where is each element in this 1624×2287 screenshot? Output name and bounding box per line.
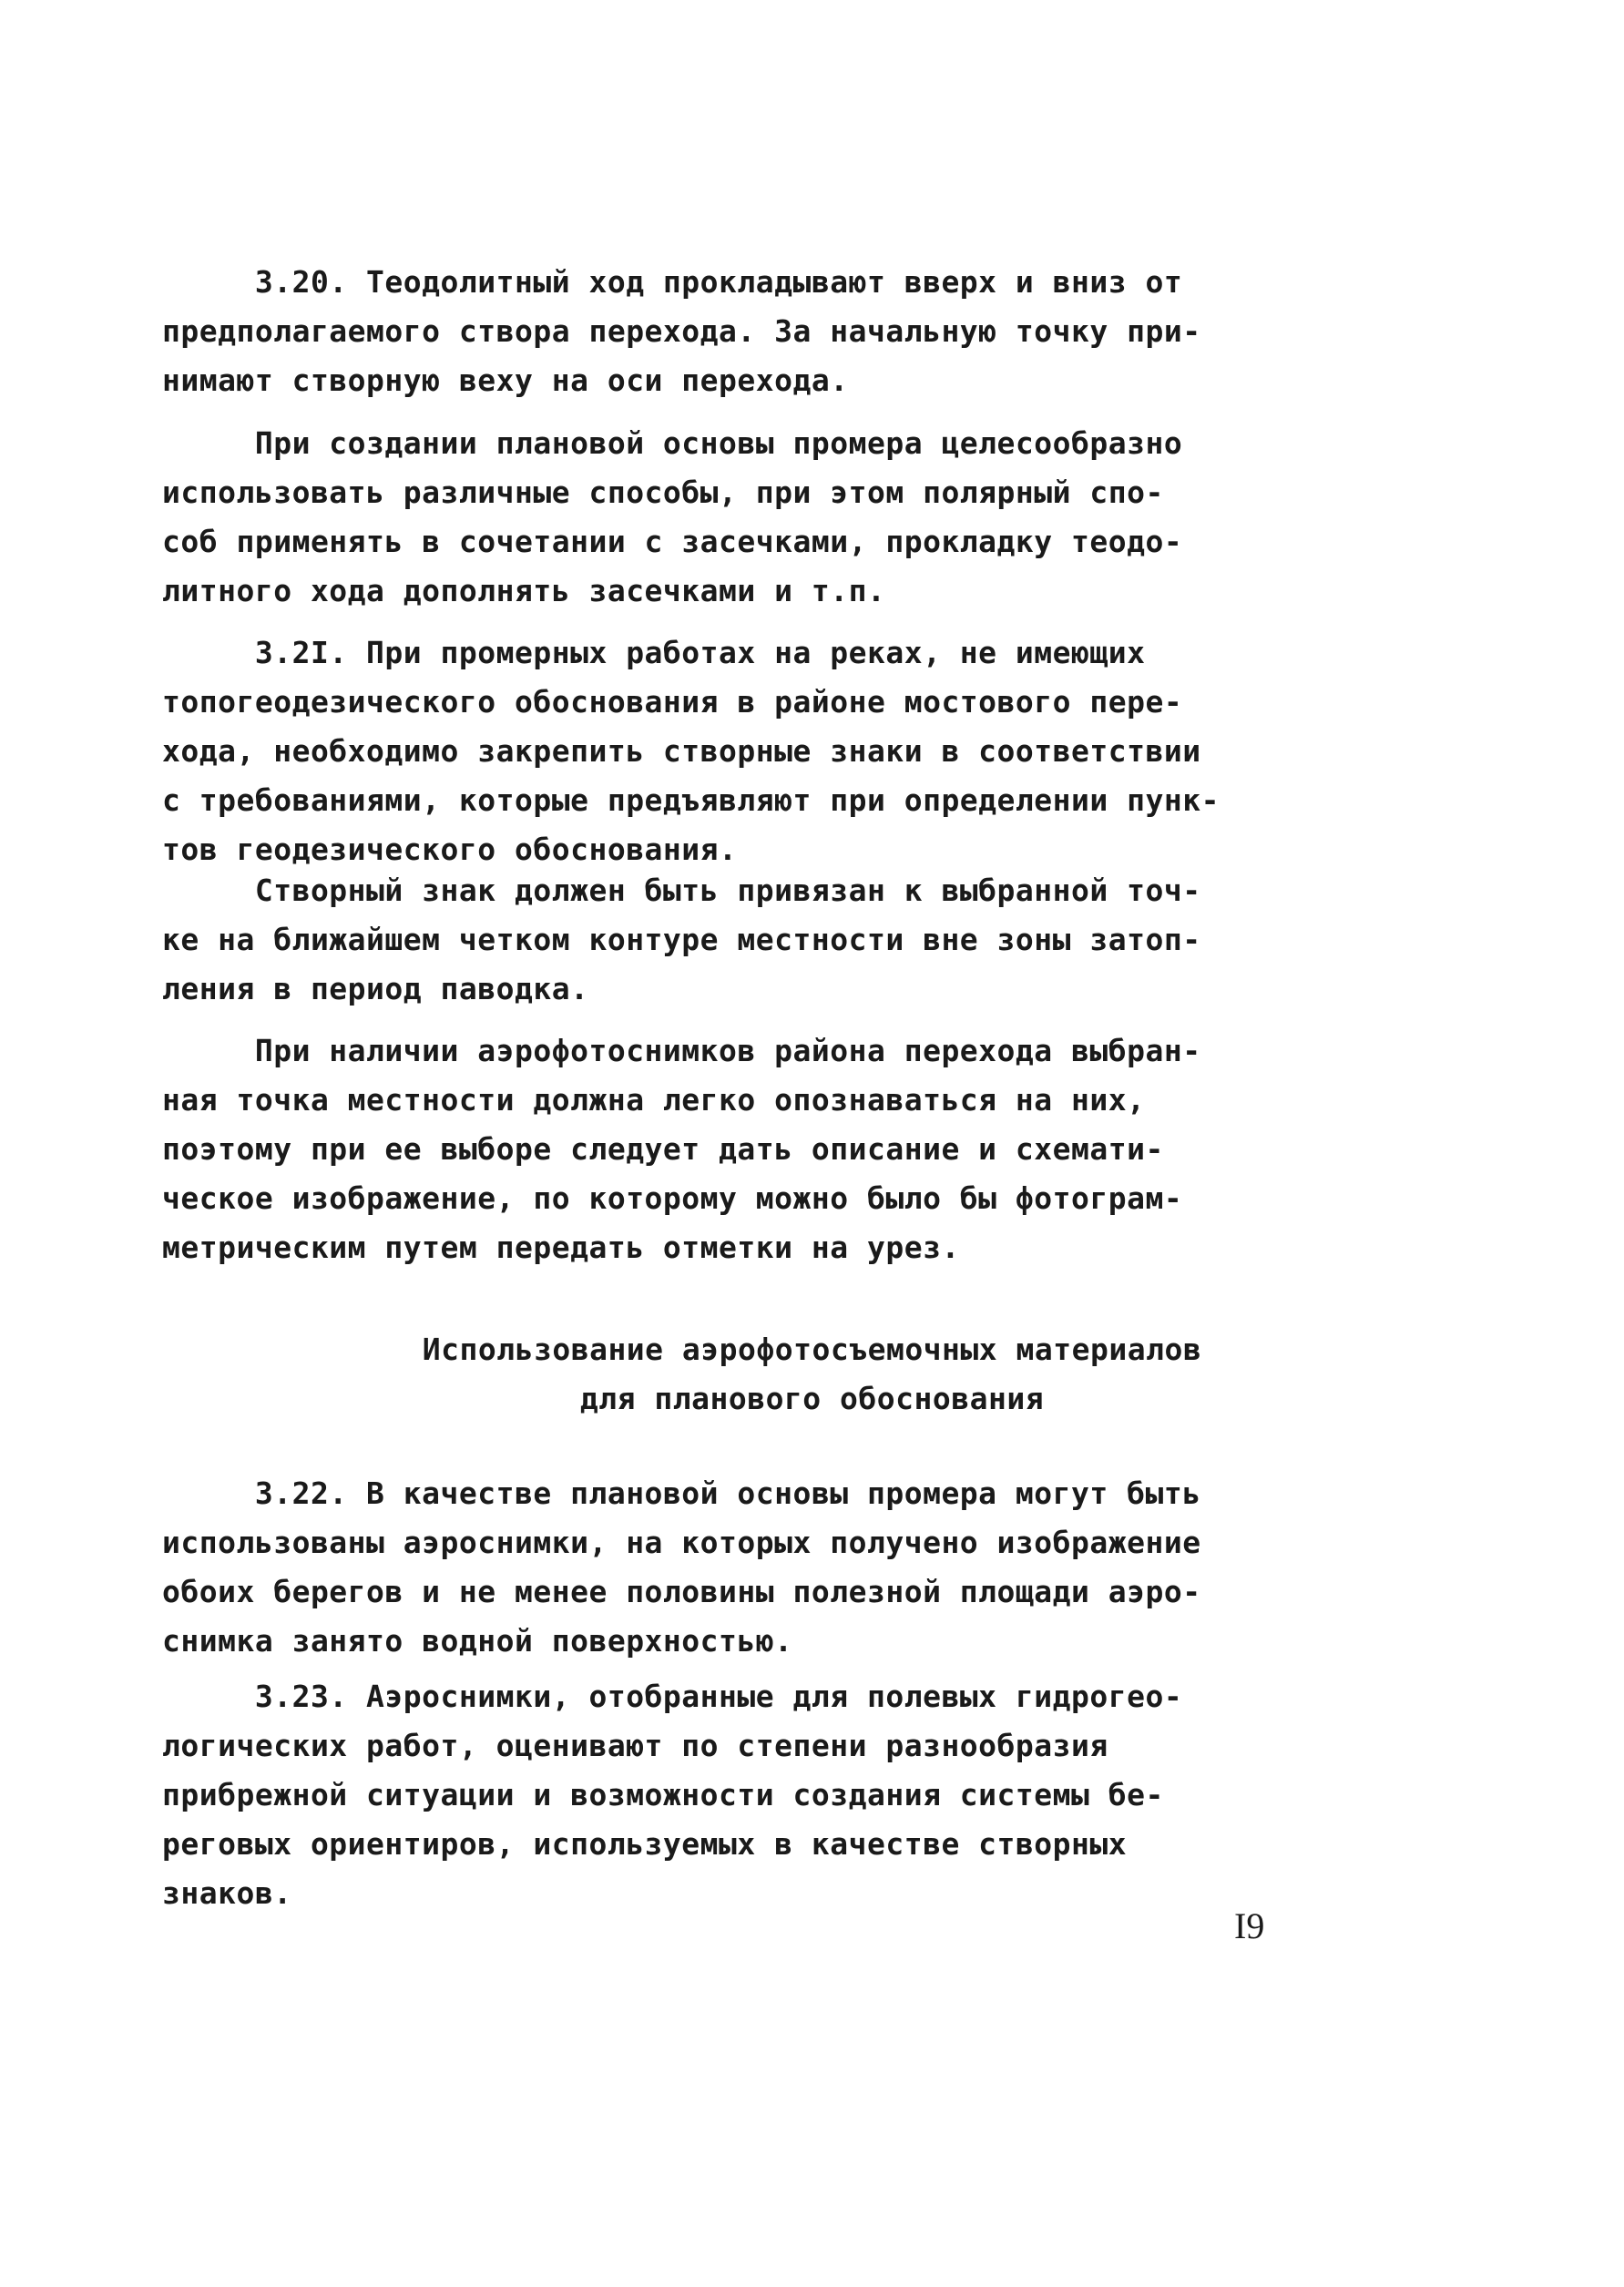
- paragraph-alignment-sign: [162, 866, 1292, 1014]
- text-line: Створный знак должен быть привязан к выбранной точ-: [162, 873, 1201, 908]
- text-line: хода, необходимо закрепить створные знаки в соответствии: [162, 733, 1201, 769]
- text-line: При наличии аэрофотоснимков района перехода выбран-: [162, 1033, 1201, 1068]
- paragraph-aerial-photos: [162, 1026, 1292, 1272]
- heading-line: для планового обоснования: [579, 1381, 1045, 1416]
- text-line: с требованиями, которые предъявляют при определении пунк-: [162, 782, 1220, 818]
- page-number: I9: [1234, 1905, 1265, 1946]
- text-line: метрическим путем передать отметки на урез.: [162, 1230, 960, 1265]
- text-line: логических работ, оценивают по степени разнообразия: [162, 1728, 1108, 1763]
- text-line: нимают створную веху на оси перехода.: [162, 362, 849, 398]
- text-line: предполагаемого створа перехода. За начальную точку при-: [162, 313, 1201, 349]
- text-line: 3.22. В качестве плановой основы промера могут быть: [162, 1475, 1201, 1511]
- paragraph-3-22: [162, 1469, 1292, 1666]
- paragraph-3-20: [162, 258, 1292, 405]
- text-line: снимка занято водной поверхностью.: [162, 1623, 793, 1659]
- text-line: При создании плановой основы промера целесообразно: [162, 425, 1183, 461]
- section-heading: [0, 1325, 1624, 1424]
- text-line: прибрежной ситуации и возможности создания системы бе-: [162, 1777, 1164, 1812]
- text-line: использованы аэроснимки, на которых получено изображение: [162, 1525, 1201, 1560]
- text-line: реговых ориентиров, используемых в качестве створных: [162, 1826, 1128, 1862]
- text-line: ческое изображение, по которому можно было бы фотограм-: [162, 1180, 1183, 1216]
- paragraph-3-21: [162, 628, 1292, 874]
- text-line: ления в период паводка.: [162, 971, 589, 1006]
- text-line: 3.20. Теодолитный ход прокладывают вверх и вниз от: [162, 264, 1183, 300]
- paragraph-planning-basis: [162, 419, 1292, 616]
- text-line: поэтому при ее выборе следует дать описание и схемати-: [162, 1131, 1164, 1167]
- text-line: 3.23. Аэроснимки, отобранные для полевых гидрогео-: [162, 1679, 1183, 1714]
- text-line: знаков.: [162, 1875, 292, 1911]
- text-line: соб применять в сочетании с засечками, прокладку теодо-: [162, 524, 1183, 559]
- paragraph-3-23: [162, 1672, 1292, 1918]
- heading-line: Использование аэрофотосъемочных материалов: [422, 1332, 1202, 1367]
- text-line: использовать различные способы, при этом полярный спо-: [162, 475, 1164, 510]
- text-line: литного хода дополнять засечками и т.п.: [162, 573, 886, 608]
- text-line: топогеодезического обоснования в районе мостового пере-: [162, 684, 1183, 720]
- text-line: обоих берегов и не менее половины полезной площади аэро-: [162, 1574, 1201, 1609]
- text-line: ке на ближайшем четком контуре местности вне зоны затоп-: [162, 922, 1201, 957]
- text-line: ная точка местности должна легко опознаваться на них,: [162, 1082, 1146, 1118]
- text-line: тов геодезического обоснования.: [162, 832, 738, 867]
- text-line: 3.2I. При промерных работах на реках, не имеющих: [162, 635, 1146, 670]
